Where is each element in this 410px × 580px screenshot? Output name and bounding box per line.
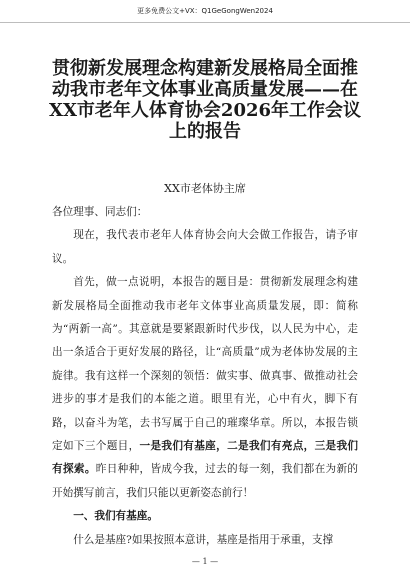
theme-item-3: 三是我们有探索。 bbox=[52, 440, 359, 476]
theme-item-2: 二是我们有亮点， bbox=[227, 440, 315, 453]
paragraph-intro: 现在，我代表市老年人体育协会向大会做工作报告，请予审议。 bbox=[52, 229, 358, 265]
salutation: 各位理事、同志们： bbox=[52, 206, 148, 218]
paragraph-base: 什么是基座?如果按照本意讲，基座是指用于承重，支撑 bbox=[73, 533, 334, 546]
paragraph-explanation-text: 首先，做一点说明，本报告的题目是：贯彻新发展理念构建新发展格局全面推动我市老年文体事业高质量发展，即：简称为“两新一高”。其意就是要紧跟新时代步伐，以人民为中心，走出一条适合于更好发展的路径，让“高质量”成为老体协发展的主旋律。我有这样一个深刻的领悟：做实事、做真事、做推动社会进步的事才是我们的本能之道。眼里有光，心中有火，脚下有路，以奋斗为笔，去书写属于自己的璀璨华章。所以，本报告锁定如下三个题目， bbox=[52, 276, 358, 453]
section-heading-1: 一、我们有基座。 bbox=[73, 510, 158, 523]
header-text: 更多免费公文+VX：Q1GeGongWen2024 bbox=[137, 7, 273, 15]
paragraph-explanation-end: 昨日种种，皆成今我，过去的每一刻，我们都在为新的开始撰写前言，我们只能以更新姿态前行！ bbox=[52, 463, 358, 499]
report-title: 贯彻新发展理念构建新发展格局全面推动我市老年文体事业高质量发展——在XX市老年人体育协会2026年工作会议上的报告 bbox=[48, 58, 362, 142]
paragraph-explanation bbox=[52, 271, 358, 505]
page-header bbox=[0, 0, 410, 23]
report-author: XX市老体协主席 bbox=[164, 182, 246, 195]
page-number: — 1 — bbox=[191, 557, 219, 566]
theme-item-1: 一是我们有基座， bbox=[139, 440, 228, 453]
report-body bbox=[52, 201, 358, 552]
